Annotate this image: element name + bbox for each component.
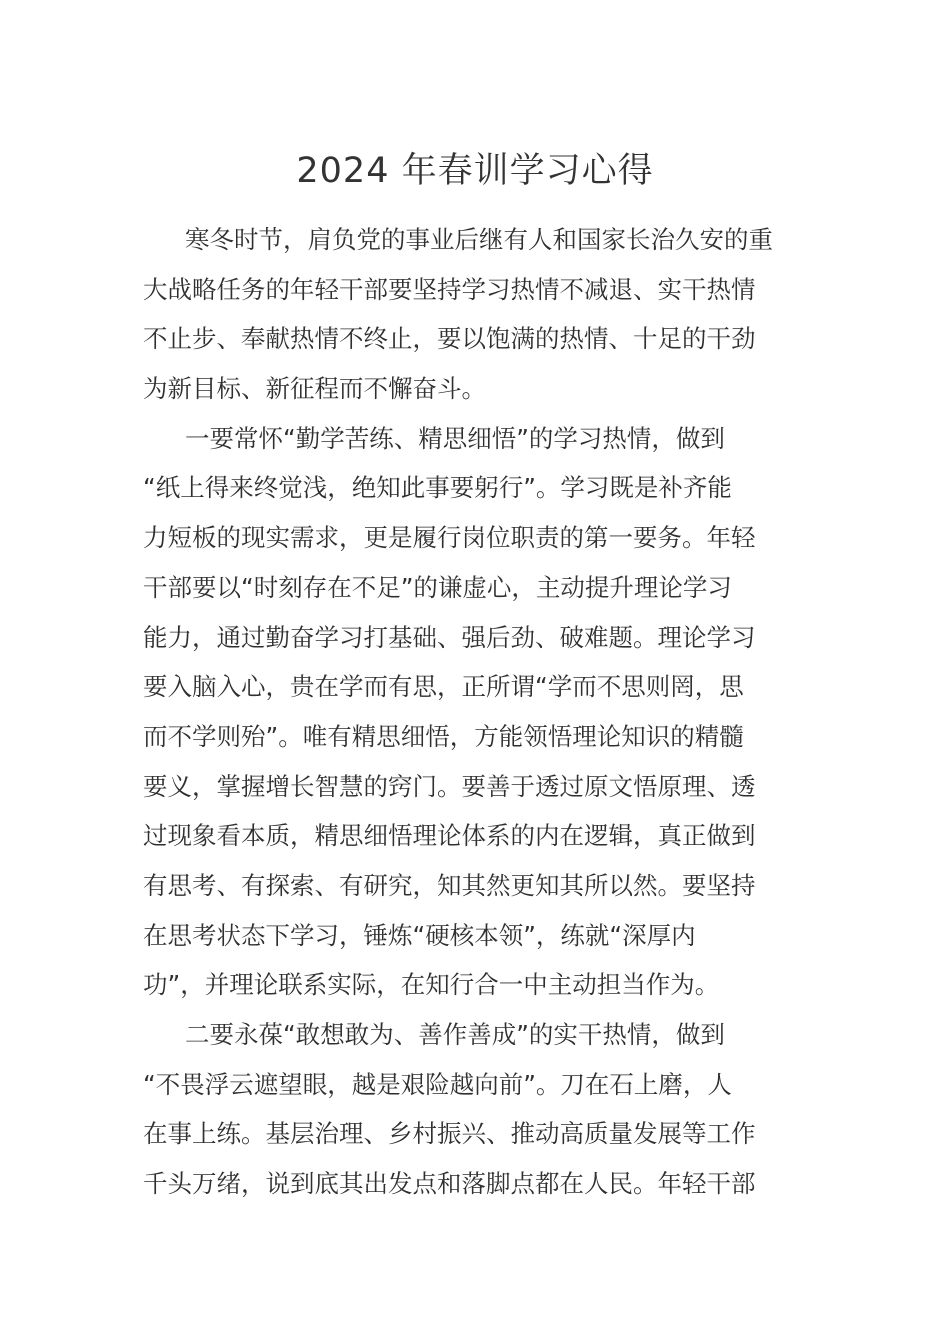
document-title: 2024 年春训学习心得: [296, 151, 654, 191]
paragraph-2-line-8: 要义，掌握增长智慧的窍门。要善于透过原文悟原理、透: [143, 771, 756, 801]
paragraph-2-line-4: 干部要以“时刻存在不足”的谦虚心，主动提升理论学习: [143, 572, 732, 602]
paragraph-3-line-1: 二要永葆“敢想敢为、善作善成”的实干热情，做到: [185, 1020, 725, 1049]
paragraph-2-line-9: 过现象看本质，精思细悟理论体系的内在逻辑，真正做到: [143, 821, 756, 851]
paragraph-1-line-3: 不止步、奉献热情不终止，要以饱满的热情、十足的干劲: [143, 324, 756, 354]
paragraph-3-line-3: 在事上练。基层治理、乡村振兴、推动高质量发展等工作: [143, 1119, 756, 1149]
document-body: [143, 215, 800, 1209]
paragraph-2-line-7: 而不学则殆”。唯有精思细悟，方能领悟理论知识的精髓: [143, 721, 744, 751]
paragraph-2-line-6: 要入脑入心，贵在学而有思，正所谓“学而不思则罔，思: [143, 672, 744, 702]
paragraph-3-line-4: 千头万绪，说到底其出发点和落脚点都在人民。年轻干部: [143, 1169, 756, 1199]
paragraph-1-line-4: 为新目标、新征程而不懈奋斗。: [143, 374, 486, 404]
paragraph-2-line-1: 一要常怀“勤学苦练、精思细悟”的学习热情，做到: [185, 423, 725, 453]
paragraph-2-line-10: 有思考、有探索、有研究，知其然更知其所以然。要坚持: [143, 870, 756, 900]
paragraph-2-line-5: 能力，通过勤奋学习打基础、强后劲、破难题。理论学习: [143, 622, 756, 652]
paragraph-1-line-1: 寒冬时节，肩负党的事业后继有人和国家长治久安的重: [185, 225, 773, 254]
paragraph-2-line-3: 力短板的现实需求，更是履行岗位职责的第一要务。年轻: [143, 523, 756, 553]
paragraph-2-line-11: 在思考状态下学习，锤炼“硬核本领”，练就“深厚内: [143, 920, 696, 950]
paragraph-3-line-2: “不畏浮云遮望眼，越是艰险越向前”。刀在石上磨，人: [143, 1069, 732, 1099]
paragraph-1-line-2: 大战略任务的年轻干部要坚持学习热情不减退、实干热情: [143, 274, 756, 304]
paragraph-2-line-2: “纸上得来终觉浅，绝知此事要躬行”。学习既是补齐能: [143, 473, 732, 503]
paragraph-2-line-12: 功”，并理论联系实际，在知行合一中主动担当作为。: [143, 970, 720, 1000]
